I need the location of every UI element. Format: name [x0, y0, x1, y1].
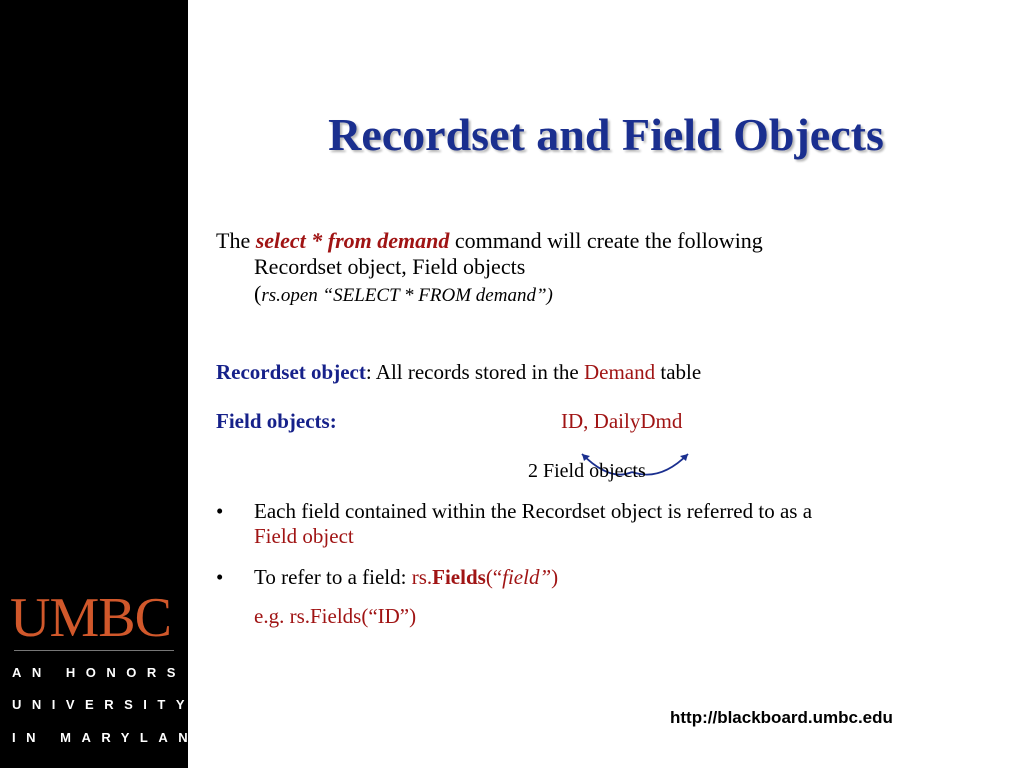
logo-divider [14, 650, 174, 651]
sql-command: select * from demand [255, 228, 450, 253]
bullet-2-text: To refer to a field: [254, 565, 412, 589]
field-objects-caption: 2 Field objects [528, 460, 646, 482]
intro-line-1 [216, 228, 763, 254]
intro-line-2: Recordset object, Field objects [254, 254, 526, 279]
tagline-honors: AN HONORS [12, 665, 186, 680]
bullet-1-symbol: • [216, 499, 224, 523]
fields-close: ) [551, 565, 559, 589]
intro-text-start: The [216, 228, 256, 253]
example-line: e.g. rs.Fields(“ID”) [254, 604, 417, 628]
recordset-text: : All records stored in the [365, 360, 584, 384]
field-arg: field” [502, 565, 552, 589]
tagline-university: UNIVERSITY [12, 697, 196, 712]
footer-url[interactable]: http://blackboard.umbc.edu [670, 708, 893, 727]
open-paren: ( [254, 281, 262, 306]
bullet-1-line-2: Field object [254, 524, 354, 548]
rs-open-code: rs.open “SELECT * FROM demand”) [261, 285, 553, 306]
fields-open: (“ [485, 565, 503, 589]
tagline-maryland: IN MARYLAND [12, 730, 219, 745]
intro-text-end: command will create the following [449, 228, 763, 253]
recordset-label: Recordset object [216, 360, 366, 384]
fields-keyword: Fields [432, 565, 486, 589]
rs-prefix: rs. [411, 565, 433, 589]
bullet-1-line-1: Each field contained within the Recordset object is referred to as a [254, 499, 813, 523]
recordset-text-end: table [655, 360, 702, 384]
field-objects-label: Field objects: [216, 409, 337, 433]
umbc-logo: UMBC [10, 587, 171, 649]
bullet-2-line [254, 564, 558, 590]
field-objects-value: ID, DailyDmd [561, 409, 683, 433]
intro-line-3 [254, 281, 553, 309]
slide-title: Recordset and Field Objects [328, 109, 884, 160]
recordset-line [216, 359, 701, 385]
table-name: Demand [583, 360, 656, 384]
sidebar-panel [0, 0, 219, 768]
bullet-2-symbol: • [216, 565, 224, 589]
